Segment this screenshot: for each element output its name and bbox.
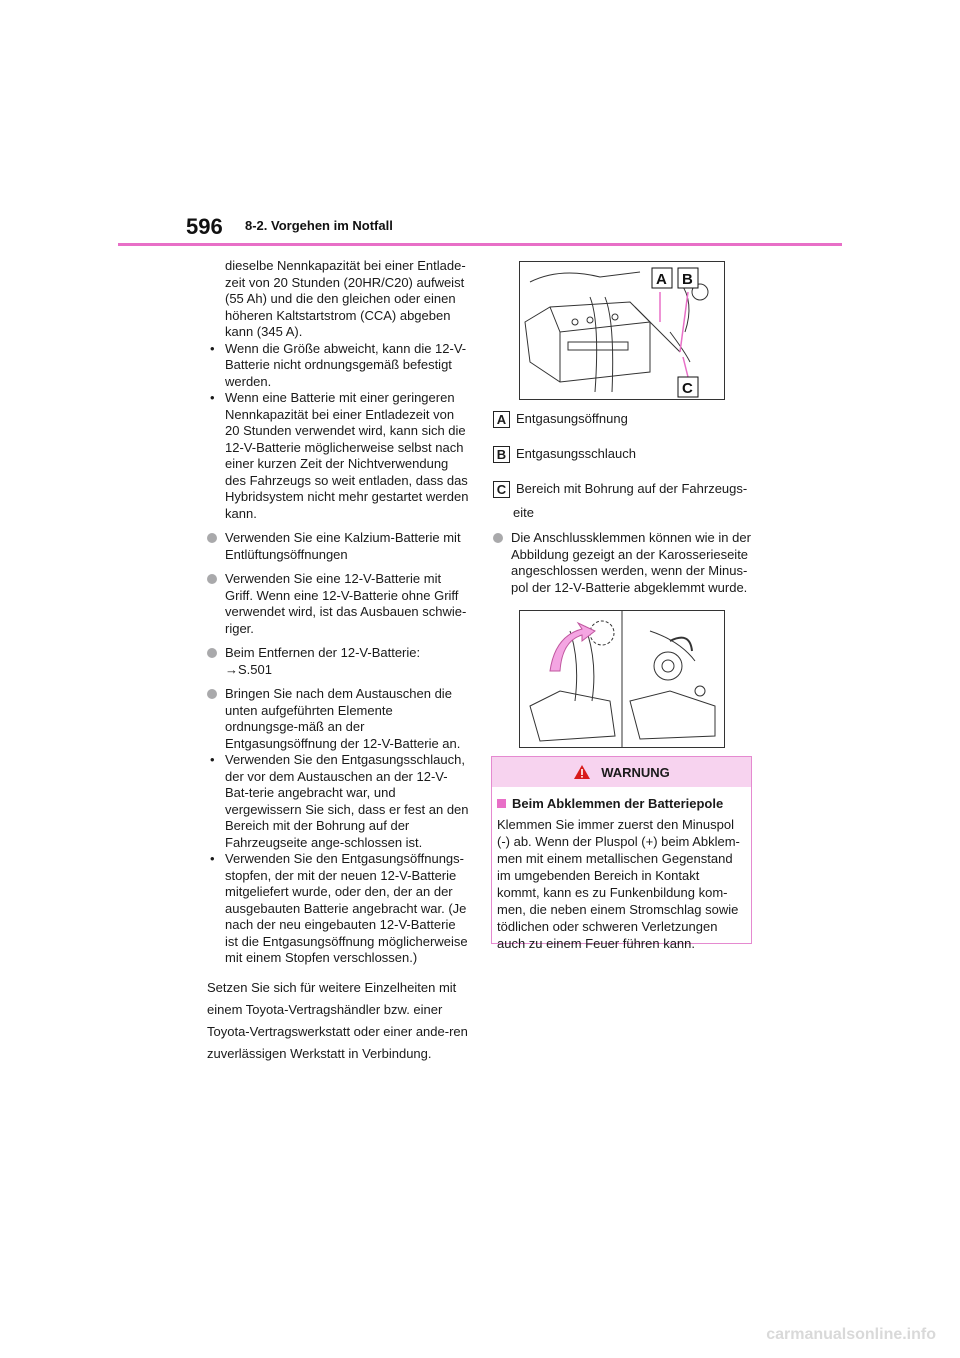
warning-header bbox=[492, 757, 751, 787]
warning-triangle-icon bbox=[573, 764, 591, 780]
warning-body bbox=[492, 787, 751, 952]
warning-title: WARNUNG bbox=[601, 764, 670, 780]
closing-text: Setzen Sie sich für weitere Einzelheiten mit einem Toyota-Vertragshändler bzw. einer Toyota-Vertragswerkstatt oder einer ande-ren zuverlässigen Werkstatt in Verbindung. bbox=[207, 979, 468, 1061]
left-column bbox=[207, 258, 469, 1073]
bullet-item: Bringen Sie nach dem Austauschen die unten aufgeführten Elemente ordnungsge-mäß an der Entgasungsöffnung der 12-V-Batterie an. bbox=[207, 686, 469, 752]
legend-item: B Entgasungsschlauch bbox=[493, 446, 636, 463]
legend-letter: A bbox=[493, 411, 510, 428]
legend-item: C Bereich mit Bohrung auf der Fahrzeugs- bbox=[493, 481, 747, 498]
bullet-dot bbox=[493, 533, 503, 543]
header-divider bbox=[118, 243, 842, 246]
bullet-item: Verwenden Sie eine 12-V-Batterie mit Griff. Wenn eine 12-V-Batterie ohne Griff verwendet wird, ist das Ausbauen schwie-riger. bbox=[207, 571, 469, 637]
bullet-dot bbox=[207, 533, 217, 543]
square-bullet-icon bbox=[497, 799, 506, 808]
dash-item: • Wenn die Größe abweicht, kann die 12-V-Batterie nicht ordnungsgemäß befestigt werden. bbox=[210, 340, 467, 389]
bullet-item: Beim Entfernen der 12-V-Batterie: →S.501 bbox=[207, 645, 469, 678]
warning-box bbox=[491, 756, 752, 951]
terminal-drawing bbox=[520, 611, 724, 747]
bullet-dot bbox=[207, 648, 217, 658]
bullet-dot bbox=[207, 689, 217, 699]
figure-callout-letter: A bbox=[656, 271, 667, 288]
bullet-dot bbox=[207, 574, 217, 584]
right-bullet-block bbox=[493, 530, 753, 596]
section-title: 8-2. Vorgehen im Notfall bbox=[245, 218, 393, 233]
legend-item-continued: eite bbox=[513, 505, 534, 520]
dash-item: • Verwenden Sie den Entgasungsöffnungs-stopfen, der mit der neuen 12-V-Batterie mitgeliefert wurde, oder den, der an der ausgebauten Batterie angebracht war. (Je nach der neu eingebauten 12-V-Batterie ist die Entgasungsöffnung möglicherweise mit einem Stopfen verschlossen.) bbox=[210, 851, 468, 965]
legend-letter: C bbox=[493, 481, 510, 498]
footer-watermark: carmanualsonline.info bbox=[766, 1326, 936, 1343]
intro-text: dieselbe Nennkapazität bei einer Entlade-zeit von 20 Stunden (20HR/C20) aufweist (55 Ah) und die den gleichen oder einen höheren Kaltstartstrom (CCA) abgeben kann (345 A). bbox=[225, 258, 466, 339]
legend-letter: B bbox=[493, 446, 510, 463]
page-number: 596 bbox=[186, 214, 223, 239]
legend-item: A Entgasungsöffnung bbox=[493, 411, 628, 428]
bullet-item: Die Anschlussklemmen können wie in der Abbildung gezeigt an der Karosserieseite angeschlossen werden, wenn der Minus-pol der 12-V-Batterie abgeklemmt wurde. bbox=[493, 530, 753, 596]
battery-engine-bay-drawing bbox=[520, 262, 724, 399]
warning-subheading: Beim Abklemmen der Batteriepole bbox=[497, 795, 745, 812]
dash-item: • Verwenden Sie den Entgasungsschlauch, der vor dem Austauschen an der 12-V-Bat-terie angebracht war, und vergewissern Sie sich, dass er fest an den Bereich mit der Bohrung auf der Fahrzeugseite ange-schlossen ist. bbox=[210, 752, 469, 850]
battery-vent-illustration bbox=[519, 261, 725, 400]
dash-item: • Wenn eine Batterie mit einer geringeren Nennkapazität bei einer Entladezeit von 20 Stunden verwendet wird, kann sich die 12-V-Batterie möglicherweise selbst nach einer kurzen Zeit der Nichtverwendung des Fahrzeugs so weit entladen, dass das Hybridsystem nicht mehr gestartet werden kann. bbox=[210, 390, 469, 521]
terminal-connection-illustration bbox=[519, 610, 725, 748]
warning-text: Klemmen Sie immer zuerst den Minuspol (-) ab. Wenn der Pluspol (+) beim Abklem-men mit einem metallischen Gegenstand im umgebenden Bereich in Kontakt kommt, kann es zu Funkenbildung kom-men, die neben einem Stromschlag sowie tödlichen oder schweren Verletzungen auch zu einem Feuer führen kann. bbox=[497, 817, 740, 951]
figure-callout-letter: B bbox=[682, 271, 693, 288]
figure-callout-letter: C bbox=[682, 380, 693, 397]
bullet-item: Verwenden Sie eine Kalzium-Batterie mit Entlüftungsöffnungen bbox=[207, 530, 469, 563]
